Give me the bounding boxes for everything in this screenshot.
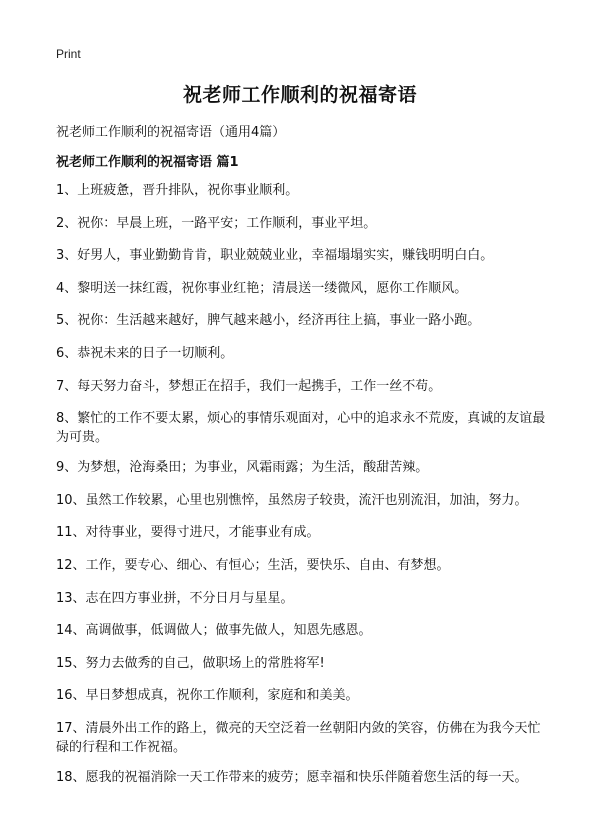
list-item: 14、高调做事，低调做人；做事先做人，知恩先感恩。 (56, 623, 372, 639)
list-item: 6、恭祝未来的日子一切顺利。 (56, 345, 234, 361)
list-item: 3、好男人，事业勤勤肯肯，职业兢兢业业，幸福塌塌实实，赚钱明明白白。 (56, 248, 494, 264)
document-subtitle: 祝老师工作顺利的祝福寄语（通用4篇） (56, 125, 286, 140)
blessing-list (56, 181, 548, 801)
list-item: 1、上班疲惫，晋升排队，祝你事业顺利。 (56, 183, 299, 198)
list-item: 8、繁忙的工作不要太累，烦心的事情乐观面对，心中的追求永不荒废，真诚的友谊最为可贵。 (56, 411, 546, 446)
list-item: 17、清晨外出工作的路上，微亮的天空泛着一丝朝阳内敛的笑容，仿佛在为我今天忙碌的行程和工作祝福。 (56, 720, 541, 755)
list-item: 7、每天努力奋斗，梦想正在招手，我们一起携手，工作一丝不苟。 (56, 378, 442, 394)
list-item: 4、黎明送一抹红霞，祝你事业红艳；清晨送一缕微风，愿你工作顺风。 (56, 280, 468, 296)
list-item: 2、祝你：早晨上班，一路平安；工作顺利，事业平坦。 (56, 215, 377, 231)
list-item: 12、工作，要专心、细心、有恒心；生活，要快乐、自由、有梦想。 (56, 557, 450, 573)
page-title: 祝老师工作顺利的祝福寄语 (182, 84, 417, 106)
list-item: 15、努力去做秀的自己，做职场上的常胜将军! (56, 655, 325, 671)
list-item: 18、愿我的祝福消除一天工作带来的疲劳；愿幸福和快乐伴随着您生活的每一天。 (56, 769, 528, 785)
list-item: 11、对待事业，要得寸进尺，才能事业有成。 (56, 525, 320, 541)
list-item: 10、虽然工作较累，心里也别憔悴，虽然房子较贵，流汗也别流泪，加油，努力。 (56, 492, 528, 508)
list-item: 16、早日梦想成真，祝你工作顺利，家庭和和美美。 (56, 688, 359, 704)
list-item: 5、祝你：生活越来越好，脾气越来越小，经济再往上搞，事业一路小跑。 (56, 313, 481, 329)
list-item: 9、为梦想，沧海桑田；为事业，风霜雨露；为生活，酸甜苦辣。 (56, 460, 429, 476)
print-label: Print (56, 47, 81, 61)
list-item: 13、志在四方事业拼，不分日月与星星。 (56, 590, 294, 606)
section-heading: 祝老师工作顺利的祝福寄语 篇1 (56, 155, 239, 170)
